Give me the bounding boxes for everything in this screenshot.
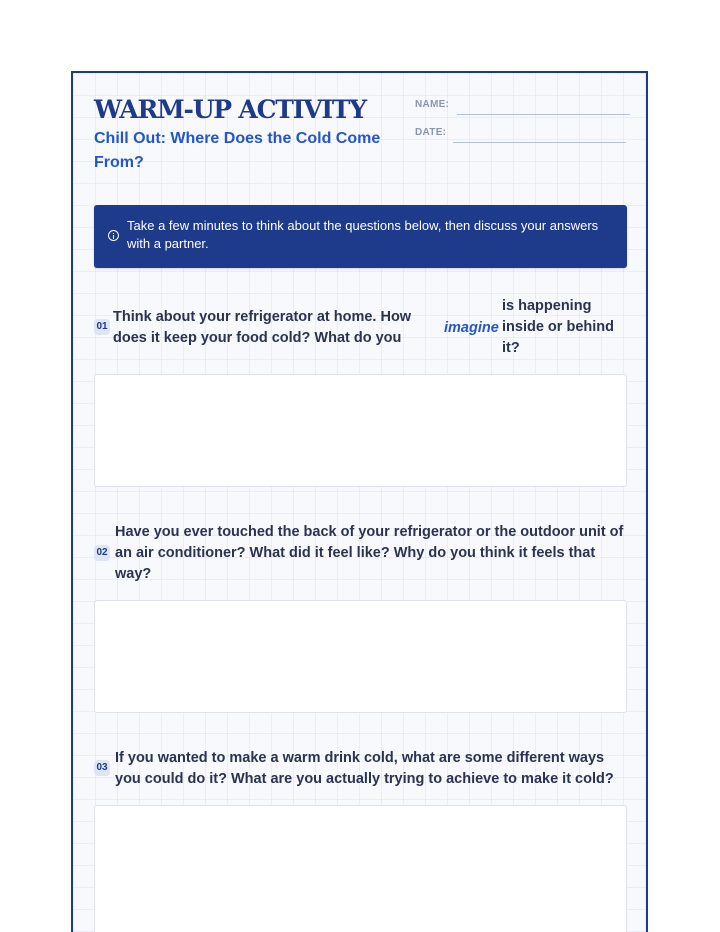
page-title: WARM-UP ACTIVITY — [94, 95, 366, 124]
date-label: DATE: — [415, 127, 447, 138]
question-1-text-before: Think about your refrigerator at home. How does it keep your food cold? What do you — [113, 309, 412, 346]
question-1-number: 01 — [94, 319, 110, 335]
worksheet-page — [71, 71, 648, 932]
info-icon — [108, 230, 119, 241]
question-2-answer-box[interactable] — [94, 600, 627, 713]
date-field[interactable] — [415, 125, 630, 145]
instructions-text: Take a few minutes to think about the questions below, then discuss your answers with a partner. — [127, 218, 599, 251]
name-label: NAME: — [415, 99, 450, 110]
question-3-number: 03 — [94, 760, 110, 776]
question-3-text: If you wanted to make a warm drink cold, what are some different ways you could do it? What are you actually trying to achieve to make it cold? — [115, 750, 614, 787]
instructions-banner — [94, 205, 627, 268]
date-line[interactable] — [453, 142, 626, 143]
name-line[interactable] — [457, 114, 630, 115]
question-3-answer-box[interactable] — [94, 805, 627, 932]
name-field[interactable] — [415, 97, 630, 117]
question-1-answer-box[interactable] — [94, 374, 627, 487]
question-2-text: Have you ever touched the back of your refrigerator or the outdoor unit of an air conditioner? What did it feel like? Why do you think it feels that way? — [115, 524, 624, 582]
question-2-number: 02 — [94, 545, 110, 561]
page-subtitle: Chill Out: Where Does the Cold Come From? — [94, 130, 381, 171]
question-1-text-after: is happening inside or behind it? — [502, 298, 614, 356]
question-1-emphasis: imagine — [444, 320, 499, 336]
